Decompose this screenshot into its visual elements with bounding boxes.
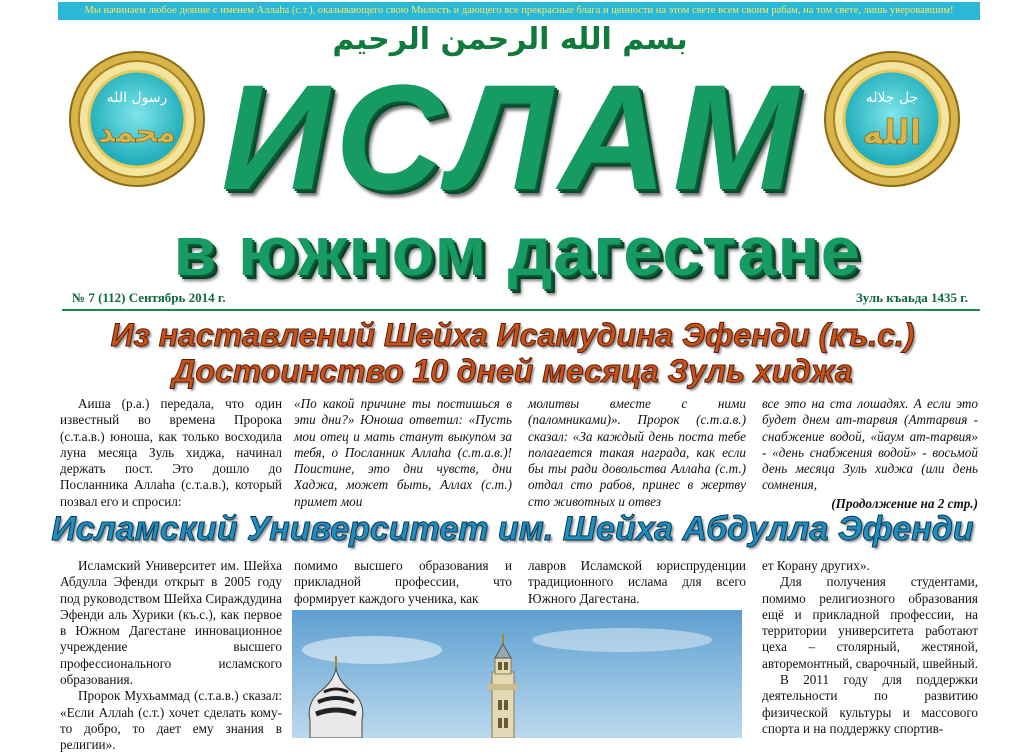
article2-column-1: Исламский Университет им. Шейха Абдулла Эфенди открыт в 2005 году под руководством Шейха Сираждудина Эфенди аль Хурики (къ.с.), как первое в Южном Дагестане инновационное учреждение высшего профессионального исламского образования. Пророк Мухьаммад (с.т.а.в.) сказал: «Если Аллаh (с.т.) хочет сделать кому-то добро, то дает ему знания в религии».: [60, 558, 282, 753]
article1-headline-1: Из наставлений Шейха Исамудина Эфенди (къ.с.): [110, 317, 915, 353]
medallion-left-upper: رسول الله: [106, 90, 168, 106]
medallion-right-upper: جل جلاله: [865, 90, 919, 106]
top-banner: Мы начинаем любое деяние с именем Аллаhа (с.т.), оказывающего свою Милость и дающего все прекрасные блага и ценности на этом свете всем своим рабам, на том свете, лишь уверовавшим!: [58, 2, 980, 20]
newspaper-title: ИСЛАМ: [221, 53, 804, 221]
article1-column-3: молитвы вместе с ними (паломниками)». Пророк (с.т.а.в.) сказал: «За каждый день поста тебе полагается такая награда, как если бы ты ради довольства Аллаhа (с.т.) отдал сто рабов, принес в жертву сто животных и отвез: [528, 396, 746, 509]
basmala-calligraphy: بسم الله الرحمن الرحيم: [332, 22, 688, 57]
article2-column-4: ет Корану других». Для получения студентами, помимо религиозного образования ещё и прикладной профессии, на территории университета работают цеха – столярный, жестяной, авторемонтный, сварочный, швейный. В 2011 году для поддержки деятельности по развитию физической культуры и массового спорта и на поддержку спортив-: [762, 558, 979, 736]
issue-number: № 7 (112) Сентябрь 2014 г.: [72, 290, 226, 305]
article2-column-2: помимо высшего образования и прикладной профессии, что формирует каждого ученика, как: [294, 558, 512, 606]
allah-medallion: [823, 50, 961, 188]
article2-headline: Исламский Университет им. Шейха Абдулла Эфенди: [51, 510, 974, 548]
article2-column-3: лавров Исламской юриспруденции традиционного ислама для всего Южного Дагестана.: [528, 558, 746, 606]
article1-headline-2: Достоинство 10 дней месяца Зуль хиджа: [172, 353, 853, 389]
hijri-date: Зуль къаьда 1435 г.: [855, 290, 968, 305]
medallion-right-main: الله: [862, 113, 922, 153]
article1-column-4: все это на ста лошадях. А если это будет днем ат-тарвия (Аттарвия - снабжение водой, «йаум ат-тарвия» - «день снабжения водой» - восьмой день месяца Зуль хиджа (или день сомнения, (Продолжение на 2 стр.): [762, 396, 978, 511]
continued-note: (Продолжение на 2 стр.): [831, 495, 978, 511]
university-mosque-photo: [292, 610, 742, 738]
medallion-left-main: محمد: [98, 115, 176, 150]
article1-column-1: Аиша (р.а.) передала, что один известный во времена Пророка (с.т.а.в.) юноша, как только восходила луна месяца Зуль хиджа, начинал держать пост. Это дошло до Посланника Аллаhа (с.т.а.в.), который позвал его и спросил:: [60, 396, 282, 509]
newspaper-subtitle: в южном дагестане: [173, 212, 861, 290]
article1-column-2: «По какой причине ты постишься в эти дни?» Юноша ответил: «Пусть мои отец и мать станут выкупом за тебя, о Посланник Аллаhа (с.т.а.в.)! Поистине, это дни чувств, дни Хаджа, может быть, Аллах (с.т.) примет мои: [294, 396, 512, 509]
masthead-divider: [62, 309, 980, 311]
muhammad-medallion: [68, 50, 206, 188]
